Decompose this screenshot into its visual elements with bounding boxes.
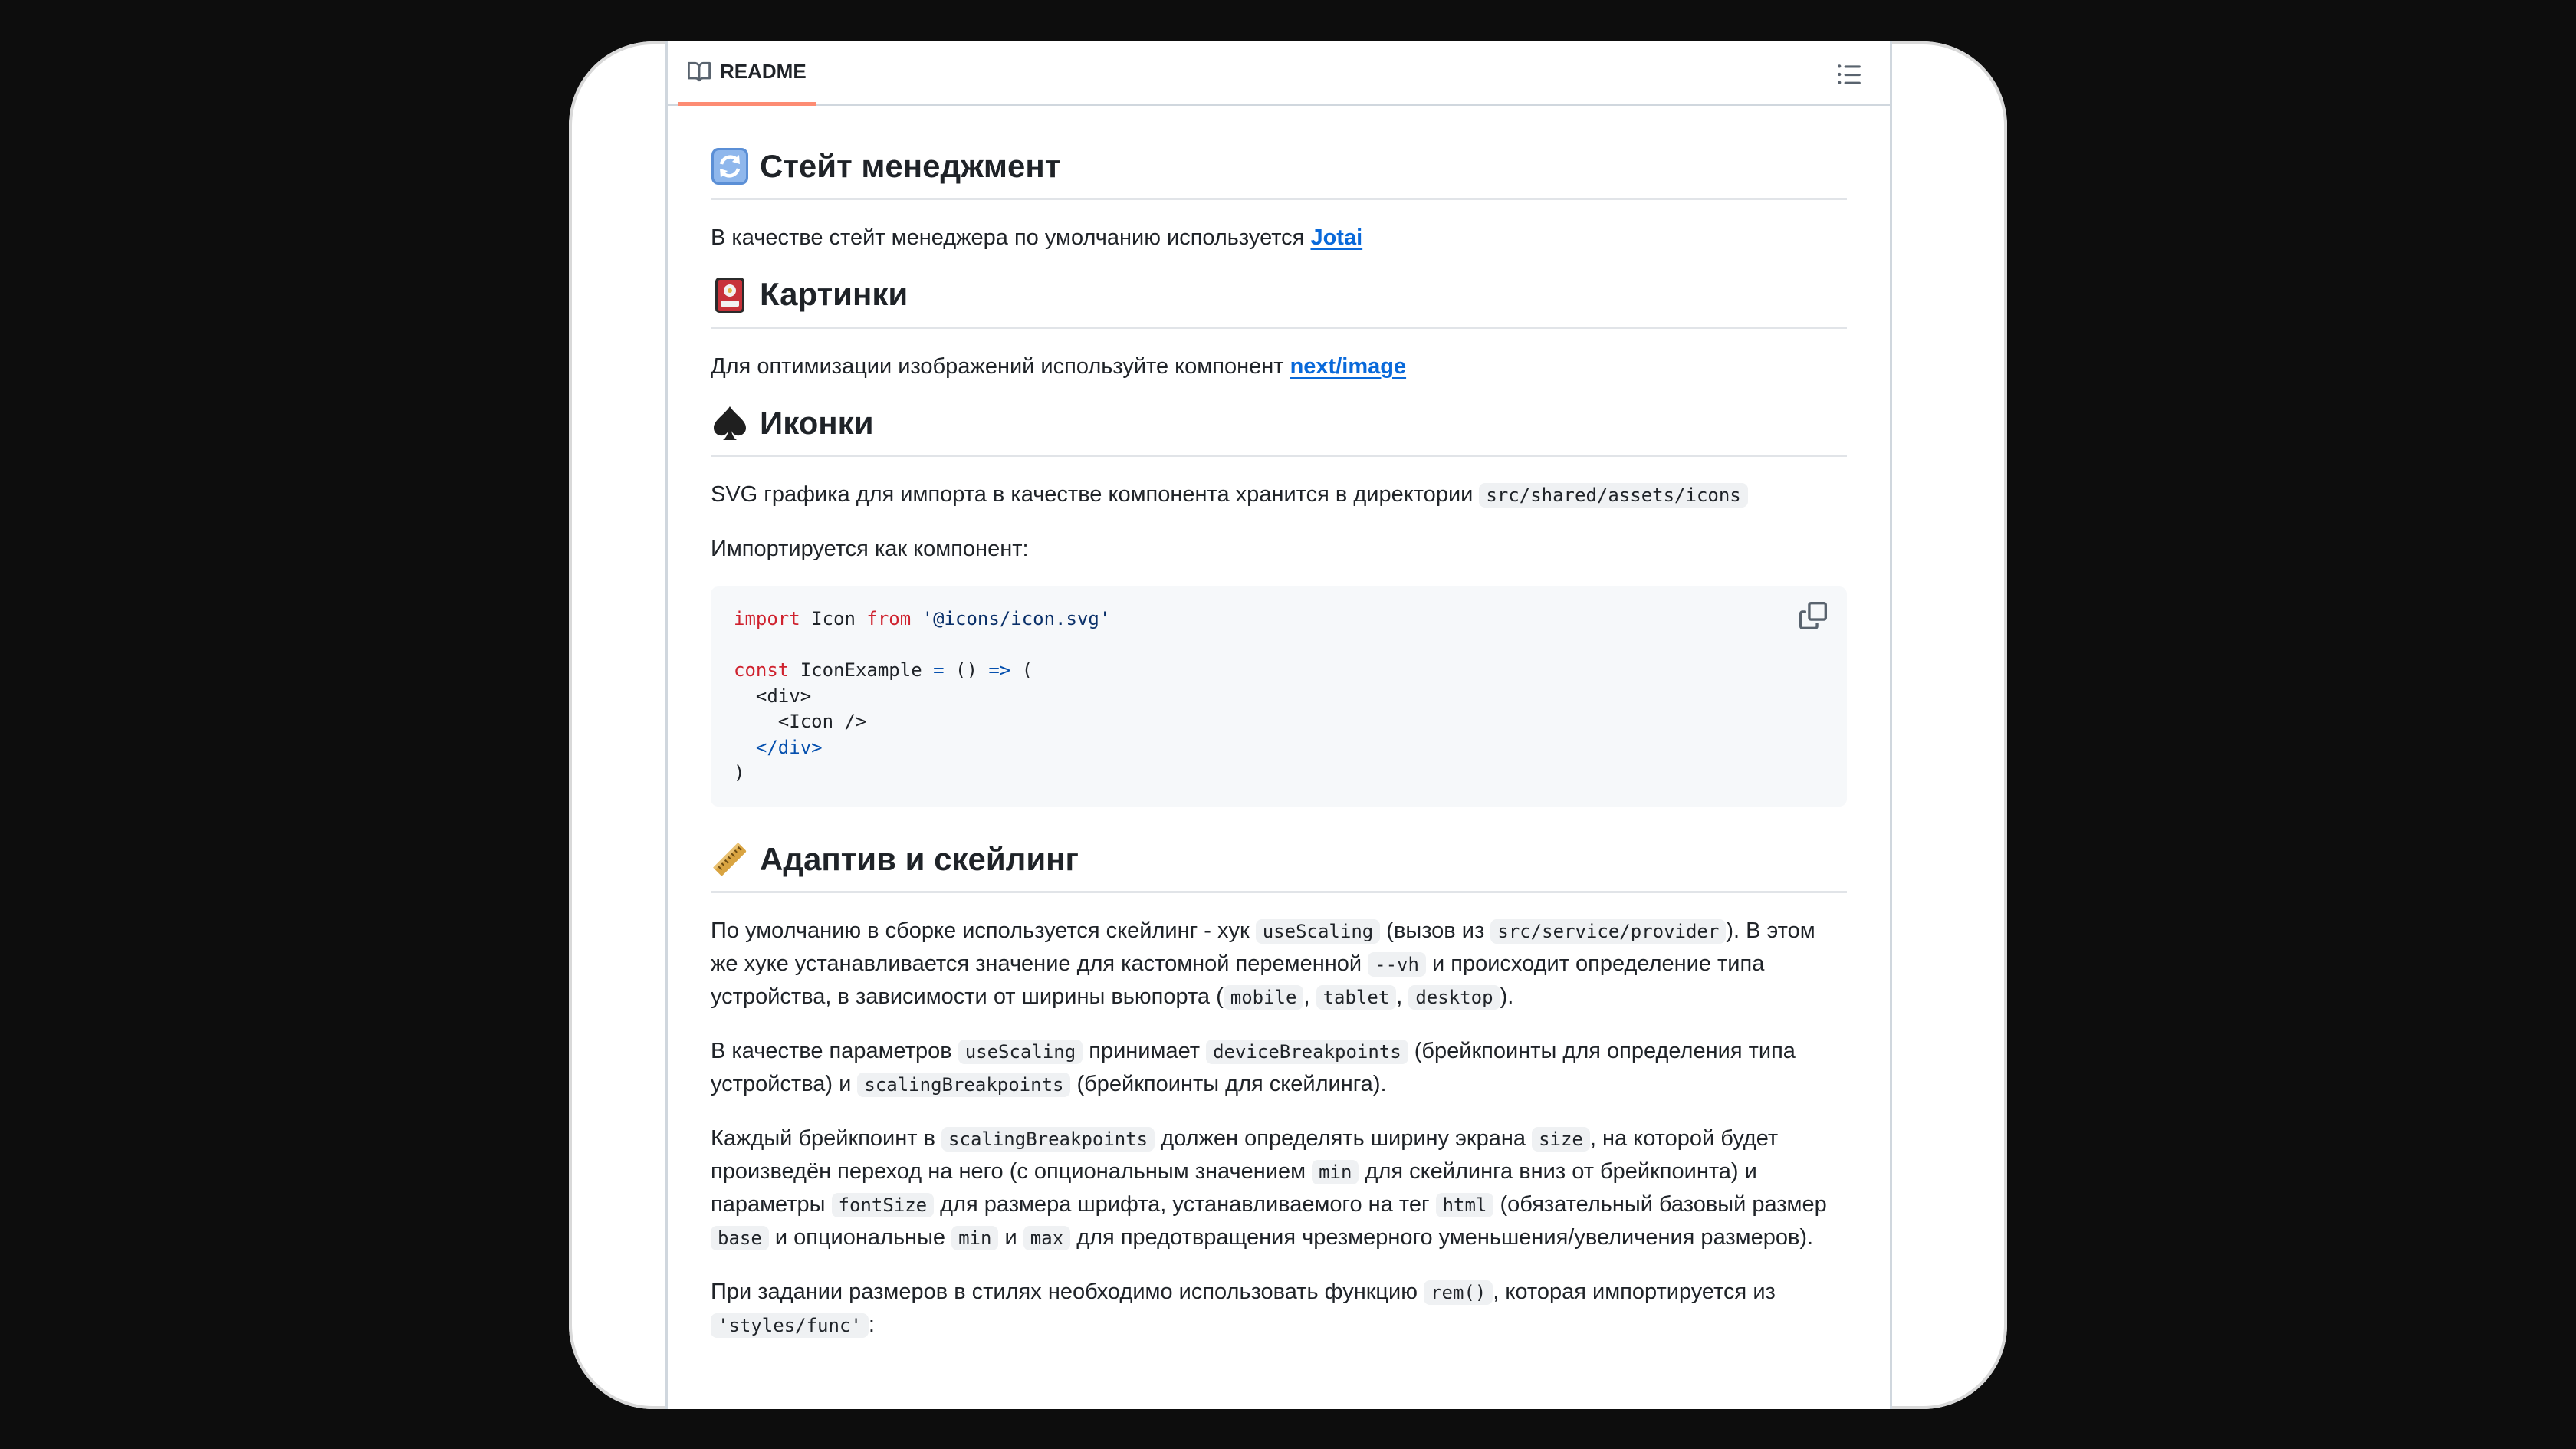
text-run: (брейкпоинты для скейлинга).: [1070, 1072, 1387, 1097]
spade-emoji-icon: [711, 404, 749, 442]
readme-panel: [665, 41, 1892, 1409]
next-image-link[interactable]: next/image: [1290, 353, 1407, 379]
text-run: для предотвращения чрезмерного уменьшения/увеличения размеров).: [1070, 1225, 1814, 1250]
adaptive-paragraph-4: [711, 1276, 1847, 1342]
images-text: Для оптимизации изображений используйте компонент: [711, 353, 1290, 379]
arrows-cycle-emoji-icon: [711, 147, 749, 186]
inline-code: tablet: [1316, 985, 1397, 1010]
inline-code: mobile: [1224, 985, 1304, 1010]
text-run: При задании размеров в стилях необходимо использовать функцию: [711, 1280, 1424, 1305]
code-token: const: [734, 659, 790, 682]
inline-code: useScaling: [1256, 919, 1381, 944]
heading-adaptive: [711, 840, 1847, 893]
text-run: принимает: [1083, 1039, 1207, 1064]
code-token: '@icons/icon.svg': [922, 608, 1111, 630]
code-line: </div>: [734, 736, 823, 758]
code-token: import: [734, 608, 800, 630]
inline-code: fontSize: [832, 1193, 935, 1217]
text-run: ,: [1396, 984, 1409, 1010]
code-token: =: [933, 659, 945, 682]
ruler-emoji-icon: [711, 840, 749, 879]
code-token: (: [1010, 659, 1033, 682]
heading-state-management: [711, 147, 1847, 200]
text-run: и происходит определение типа устройства, в зависимости от ширины вьюпорта (: [711, 951, 1765, 1010]
adaptive-paragraph-2: [711, 1035, 1847, 1101]
heading-icons-text: Иконки: [760, 404, 874, 441]
inline-code: rem(): [1424, 1280, 1493, 1305]
inline-code: 'styles/func': [711, 1313, 869, 1338]
text-run: , которая импортируется из: [1493, 1280, 1776, 1305]
text-run: для скейлинга вниз от брейкпоинта) и параметры: [711, 1159, 1757, 1217]
heading-adaptive-text: Адаптив и скейлинг: [760, 840, 1079, 877]
heading-images-text: Картинки: [760, 276, 909, 313]
text-run: Каждый брейкпоинт в: [711, 1126, 942, 1152]
inline-code: desktop: [1408, 985, 1500, 1010]
device-frame: [569, 41, 2007, 1409]
text-run: и: [998, 1225, 1024, 1250]
tab-readme-label: README: [720, 60, 807, 83]
text-run: :: [868, 1313, 875, 1338]
readme-content: [668, 106, 1890, 1342]
text-run: (обязательный базовый размер: [1493, 1192, 1827, 1217]
list-unordered-icon[interactable]: [1836, 61, 1862, 87]
heading-images: [711, 275, 1847, 328]
code-token: IconExample: [789, 659, 934, 682]
text-run: для размера шрифта, устанавливаемого на тег: [934, 1192, 1436, 1217]
icons-paragraph-1: [711, 478, 1847, 511]
heading-icons: [711, 404, 1847, 457]
inline-code: useScaling: [958, 1040, 1083, 1064]
text-run: (вызов из: [1380, 918, 1491, 944]
inline-code: src/shared/assets/icons: [1479, 483, 1747, 508]
inline-code: scalingBreakpoints: [941, 1127, 1155, 1152]
inline-code: min: [951, 1226, 998, 1250]
code-line: <Icon />: [734, 711, 867, 733]
inline-code: html: [1436, 1193, 1494, 1217]
code-token: Icon: [800, 608, 867, 630]
inline-code: max: [1024, 1226, 1070, 1250]
text-run: В качестве параметров: [711, 1039, 958, 1064]
code-block: [711, 586, 1847, 807]
text-run: ). В этом же хуке устанавливается значение для кастомной переменной: [711, 918, 1815, 977]
state-paragraph: [711, 222, 1847, 254]
copy-icon[interactable]: [1799, 602, 1827, 629]
inline-code: deviceBreakpoints: [1206, 1040, 1408, 1064]
text-run: должен определять ширину экрана: [1155, 1126, 1533, 1152]
readme-tabbar: [668, 41, 1890, 106]
text-run: и опциональные: [768, 1225, 952, 1250]
code-token: (): [944, 659, 989, 682]
images-paragraph: [711, 350, 1847, 383]
inline-code: src/service/provider: [1490, 919, 1726, 944]
text-run: По умолчанию в сборке используется скейлинг - хук: [711, 918, 1256, 944]
jotai-link[interactable]: Jotai: [1310, 225, 1363, 251]
inline-code: --vh: [1368, 952, 1426, 977]
inline-code: size: [1532, 1127, 1590, 1152]
inline-code: min: [1312, 1160, 1359, 1184]
book-icon: [688, 61, 711, 84]
adaptive-paragraph-3: [711, 1122, 1847, 1254]
icons-text-1: SVG графика для импорта в качестве компонента хранится в директории: [711, 482, 1480, 508]
state-text: В качестве стейт менеджера по умолчанию используется: [711, 225, 1311, 251]
code-line: ): [734, 762, 745, 784]
inline-code: scalingBreakpoints: [857, 1073, 1070, 1097]
icons-paragraph-2: Импортируется как компонент:: [711, 537, 1029, 562]
adaptive-paragraph-1: [711, 915, 1847, 1014]
inline-code: base: [711, 1226, 769, 1250]
flower-playing-card-emoji-icon: [711, 276, 749, 314]
code-token: from: [866, 608, 912, 630]
text-run: (брейкпоинты для определения типа устройства) и: [711, 1039, 1796, 1097]
text-run: ).: [1500, 984, 1514, 1010]
text-run: , на которой будет произведён переход на него (с опциональным значением: [711, 1126, 1779, 1184]
code-token: =>: [988, 659, 1011, 682]
text-run: ,: [1303, 984, 1316, 1010]
tab-readme[interactable]: [678, 41, 816, 106]
code-line: <div>: [734, 685, 812, 707]
heading-state-management-text: Стейт менеджмент: [760, 148, 1061, 184]
